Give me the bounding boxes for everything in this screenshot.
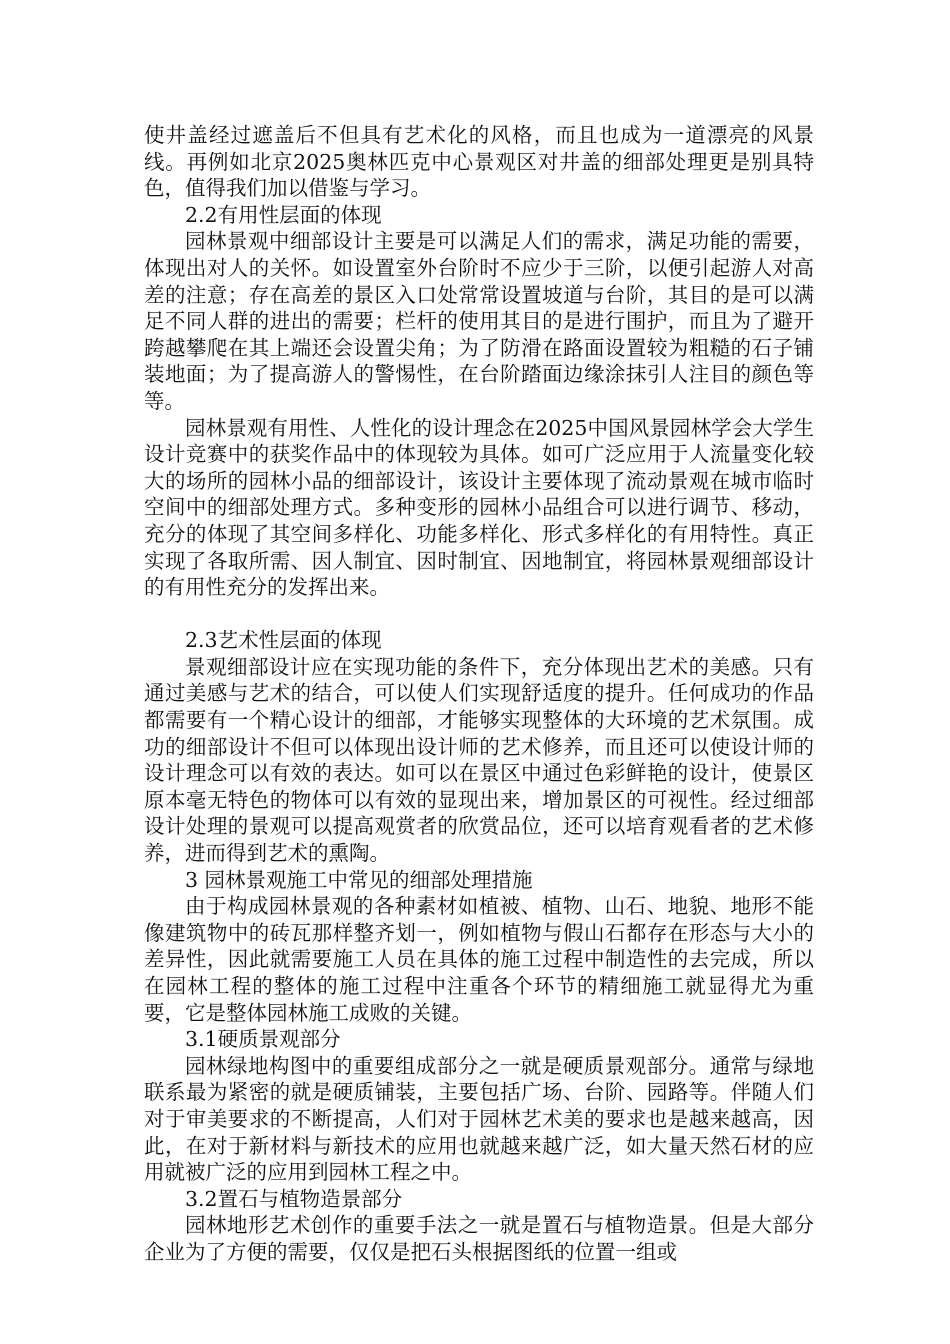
- paragraph: 园林景观中细部设计主要是可以满足人们的需求，满足功能的需要，体现出对人的关怀。如设置室外台阶时不应少于三阶，以便引起游人对高差的注意；存在高差的景区入口处常常设置坡道与台阶，其目的是可以满足不同人群的进出的需要；栏杆的使用其目的是进行围护，而且为了避开跨越攀爬在其上端还会设置尖角；为了防滑在路面设置较为粗糙的石子铺装地面；为了提高游人的警惕性，在台阶踏面边缘涂抹引人注目的颜色等等。: [144, 229, 814, 413]
- section-heading-2-3: 2.3艺术性层面的体现: [185, 628, 382, 653]
- paragraph: 由于构成园林景观的各种素材如植被、植物、山石、地貌、地形不能像建筑物中的砖瓦那样整齐划一，例如植物与假山石都存在形态与大小的差异性，因此就需要施工人员在具体的施工过程中制造性的去完成，所以在园林工程的整体的施工过程中注重各个环节的精细施工就显得尤为重要，它是整体园林施工成败的关键。: [144, 894, 814, 1025]
- paragraph-gap: [144, 601, 814, 628]
- paragraph: 园林绿地构图中的重要组成部分之一就是硬质景观部分。通常与绿地联系最为紧密的就是硬质铺装，主要包括广场、台阶、园路等。伴随人们对于审美要求的不断提高，人们对于园林艺术美的要求也是越来越高，因此，在对于新材料与新技术的应用也就越来越广泛，如大量天然石材的应用就被广泛的应用到园林工程之中。: [144, 1053, 814, 1185]
- section-heading-2-2: 2.2有用性层面的体现: [185, 202, 382, 227]
- document-body: [144, 122, 814, 1266]
- section-heading-3-1: 3.1硬质景观部分: [185, 1027, 341, 1052]
- section-heading-3-2: 3.2置石与植物造景部分: [185, 1186, 403, 1211]
- paragraph: 使井盖经过遮盖后不但具有艺术化的风格，而且也成为一道漂亮的风景线。再例如北京2025奥林匹克中心景观区对井盖的细部处理更是别具特色，值得我们加以借鉴与学习。: [144, 123, 814, 201]
- paragraph: 园林地形艺术创作的重要手法之一就是置石与植物造景。但是大部分企业为了方便的需要，仅仅是把石头根据图纸的位置一组或: [144, 1213, 814, 1264]
- paragraph: 景观细部设计应在实现功能的条件下，充分体现出艺术的美感。只有通过美感与艺术的结合，可以使人们实现舒适度的提升。任何成功的作品都需要有一个精心设计的细部，才能够实现整体的大环境的艺术氛围。成功的细部设计不但可以体现出设计师的艺术修养，而且还可以使设计师的设计理念可以有效的表达。如可以在景区中通过色彩鲜艳的设计，使景区原本毫无特色的物体可以有效的显现出来，增加景区的可视性。经过细部设计处理的景观可以提高观赏者的欣赏品位，还可以培育观看者的艺术修养，进而得到艺术的熏陶。: [144, 654, 814, 866]
- section-heading-3: 3 园林景观施工中常见的细部处理措施: [185, 867, 533, 892]
- paragraph: 园林景观有用性、人性化的设计理念在2025中国风景园林学会大学生设计竞赛中的获奖作品中的体现较为具体。如可广泛应用于人流量变化较大的场所的园林小品的细部设计，该设计主要体现了流动景观在城市临时空间中的细部处理方式。多种变形的园林小品组合可以进行调节、移动，充分的体现了其空间多样化、功能多样化、形式多样化的有用特性。真正实现了各取所需、因人制宜、因时制宜、因地制宜，将园林景观细部设计的有用性充分的发挥出来。: [144, 415, 814, 600]
